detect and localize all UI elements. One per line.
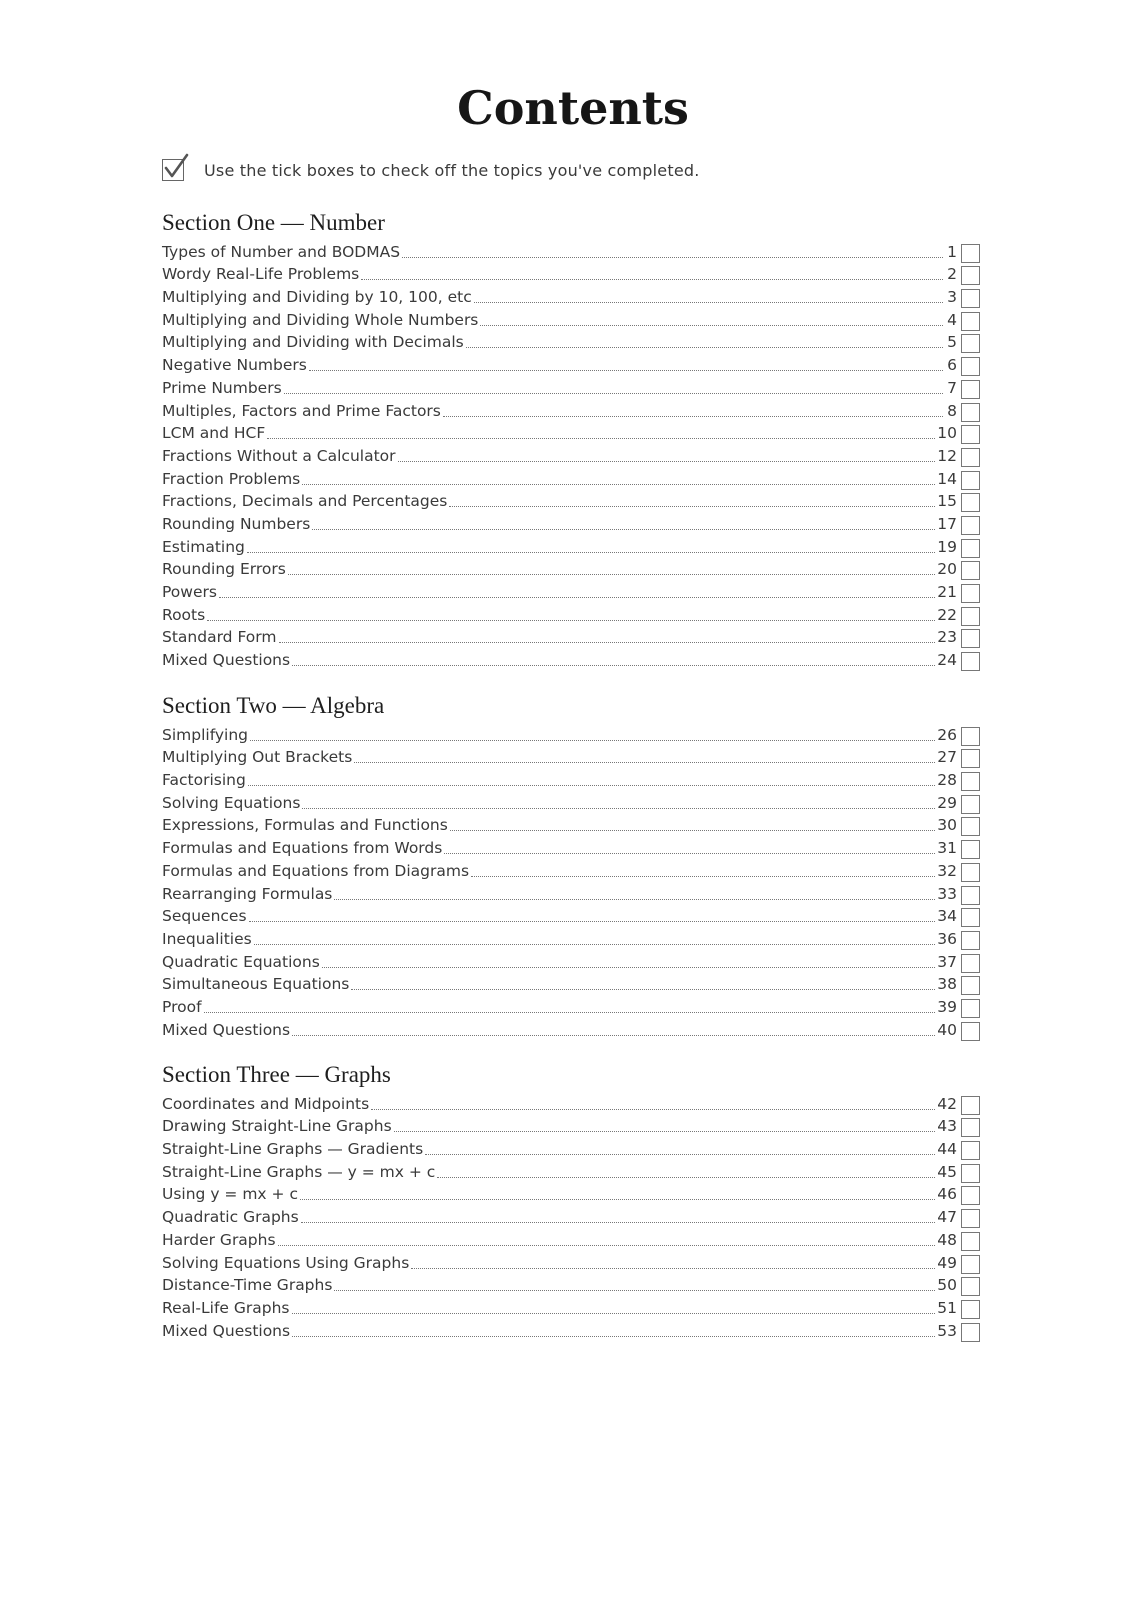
- toc-entry: [162, 443, 980, 466]
- topic-title: Simplifying: [162, 725, 249, 744]
- page-number: 42: [937, 1094, 957, 1113]
- dot-leader: [207, 620, 935, 621]
- topic-title: Multiplying Out Brackets: [162, 748, 353, 767]
- dot-leader: [361, 279, 943, 280]
- page-number: 46: [937, 1185, 957, 1204]
- dot-leader: [267, 438, 935, 439]
- tick-box[interactable]: [961, 652, 980, 671]
- toc-entry: [162, 745, 980, 768]
- tick-box[interactable]: [961, 1118, 980, 1137]
- topic-title: Quadratic Graphs: [162, 1208, 299, 1227]
- page-number: 49: [937, 1253, 957, 1272]
- section-graphs: [162, 1059, 980, 1341]
- page-number: 12: [937, 446, 957, 465]
- toc-entry: [162, 1182, 980, 1205]
- toc-entry: [162, 767, 980, 790]
- toc-entry: [162, 466, 980, 489]
- page-number: 21: [937, 583, 957, 601]
- page-number: 24: [937, 651, 957, 670]
- tick-box[interactable]: [961, 931, 980, 950]
- toc-entry: [162, 722, 980, 745]
- page-number: 7: [947, 378, 957, 397]
- page-number: 38: [937, 975, 957, 994]
- tick-icon: [162, 159, 184, 181]
- topic-title: Multiplying and Dividing Whole Numbers: [162, 310, 479, 329]
- topic-title: Fractions, Decimals and Percentages: [162, 492, 448, 511]
- tick-box[interactable]: [961, 749, 980, 768]
- page-number: 50: [937, 1276, 957, 1295]
- tick-box[interactable]: [961, 607, 980, 626]
- tick-box[interactable]: [961, 266, 980, 285]
- dot-leader: [322, 967, 935, 968]
- tick-box[interactable]: [961, 1164, 980, 1183]
- tick-box[interactable]: [961, 312, 980, 331]
- topic-title: Rearranging Formulas: [162, 884, 333, 903]
- topic-title: Straight-Line Graphs — y = mx + c: [162, 1162, 436, 1181]
- topic-title: Mixed Questions: [162, 651, 291, 670]
- dot-leader: [292, 1035, 935, 1036]
- toc-entry: [162, 330, 980, 353]
- dot-leader: [278, 1245, 936, 1246]
- topic-title: Mixed Questions: [162, 1321, 291, 1340]
- dot-leader: [351, 989, 935, 990]
- tick-box[interactable]: [961, 493, 980, 512]
- dot-leader: [450, 830, 935, 831]
- dot-leader: [219, 597, 935, 598]
- topic-title: Powers: [162, 583, 217, 601]
- toc-entry: [162, 239, 980, 262]
- toc-entry: [162, 994, 980, 1017]
- page-number: 17: [937, 514, 957, 533]
- toc-entry: [162, 1204, 980, 1227]
- toc-entry: [162, 625, 980, 648]
- page-number: 1: [947, 242, 957, 261]
- topic-title: Expressions, Formulas and Functions: [162, 816, 448, 835]
- topic-title: Mixed Questions: [162, 1020, 291, 1039]
- dot-leader: [471, 876, 935, 877]
- dot-leader: [474, 302, 943, 303]
- toc-entry: [162, 602, 980, 625]
- toc-entry: [162, 881, 980, 904]
- toc-entry: [162, 1295, 980, 1318]
- topic-title: Multiplying and Dividing with Decimals: [162, 333, 464, 352]
- topic-title: Inequalities: [162, 929, 252, 948]
- toc-entry: [162, 926, 980, 949]
- toc-entry: [162, 858, 980, 881]
- tick-box[interactable]: [961, 795, 980, 814]
- toc-entry: [162, 511, 980, 534]
- tick-box[interactable]: [961, 380, 980, 399]
- toc-entry: [162, 949, 980, 972]
- dot-leader: [334, 899, 935, 900]
- toc-entry: [162, 790, 980, 813]
- toc-entry: [162, 375, 980, 398]
- tick-box[interactable]: [961, 976, 980, 995]
- dot-leader: [288, 574, 935, 575]
- toc-entry: [162, 1318, 980, 1341]
- page-number: 4: [947, 310, 957, 329]
- page-number: 45: [937, 1162, 957, 1181]
- section-algebra: [162, 690, 980, 1040]
- dot-leader: [302, 484, 935, 485]
- tick-box[interactable]: [961, 772, 980, 791]
- page-number: 32: [937, 861, 957, 880]
- toc-entry: [162, 813, 980, 836]
- topic-title: Fractions Without a Calculator: [162, 446, 396, 465]
- page-number: 8: [947, 401, 957, 420]
- dot-leader: [312, 529, 935, 530]
- dot-leader: [411, 1268, 935, 1269]
- dot-leader: [398, 461, 936, 462]
- section-number: [162, 207, 980, 670]
- tick-box[interactable]: [961, 1209, 980, 1228]
- topic-title: Simultaneous Equations: [162, 975, 350, 994]
- toc-entry: [162, 1273, 980, 1296]
- page-number: 27: [937, 748, 957, 767]
- dot-leader: [437, 1177, 935, 1178]
- page-number: 43: [937, 1117, 957, 1136]
- page-number: 37: [937, 952, 957, 971]
- tick-box[interactable]: [961, 539, 980, 558]
- page-number: 40: [937, 1020, 957, 1039]
- topic-title: Using y = mx + c: [162, 1185, 298, 1204]
- dot-leader: [371, 1109, 935, 1110]
- topic-title: Solving Equations Using Graphs: [162, 1253, 410, 1272]
- intro-note: [162, 155, 700, 185]
- page-number: 51: [937, 1298, 957, 1317]
- topic-title: Estimating: [162, 537, 245, 556]
- topic-title: Harder Graphs: [162, 1230, 276, 1249]
- page-number: 30: [937, 816, 957, 835]
- page-number: 2: [947, 265, 957, 284]
- tick-box[interactable]: [961, 561, 980, 580]
- tick-box[interactable]: [961, 1300, 980, 1319]
- tick-box[interactable]: [961, 1096, 980, 1115]
- dot-leader: [292, 1313, 936, 1314]
- toc-entry: [162, 972, 980, 995]
- dot-leader: [449, 506, 935, 507]
- topic-title: Proof: [162, 997, 202, 1016]
- toc-entry: [162, 647, 980, 670]
- topic-title: Standard Form: [162, 628, 277, 647]
- dot-leader: [279, 642, 936, 643]
- page-number: 22: [937, 605, 957, 624]
- intro-text: Use the tick boxes to check off the topics you've completed.: [204, 160, 700, 180]
- toc-entry: [162, 489, 980, 512]
- dot-leader: [302, 808, 935, 809]
- tick-box[interactable]: [961, 403, 980, 422]
- topic-title: Quadratic Equations: [162, 952, 320, 971]
- dot-leader: [250, 740, 935, 741]
- page-number: 15: [937, 492, 957, 511]
- dot-leader: [309, 370, 943, 371]
- tick-box[interactable]: [961, 584, 980, 603]
- section-heading: Section One — Number: [162, 210, 385, 235]
- toc-entry: [162, 262, 980, 285]
- topic-title: Roots: [162, 605, 206, 624]
- dot-leader: [292, 1336, 935, 1337]
- topic-list: [162, 239, 980, 670]
- tick-box[interactable]: [961, 289, 980, 308]
- toc-entry: [162, 835, 980, 858]
- tick-box[interactable]: [961, 244, 980, 263]
- page-number: 14: [937, 469, 957, 488]
- page-number: 53: [937, 1321, 957, 1340]
- topic-title: Multiplying and Dividing by 10, 100, etc: [162, 288, 472, 307]
- page-number: 26: [937, 725, 957, 744]
- tick-box[interactable]: [961, 516, 980, 535]
- dot-leader: [204, 1012, 936, 1013]
- tick-box[interactable]: [961, 908, 980, 927]
- tick-box[interactable]: [961, 334, 980, 353]
- page-number: 36: [937, 929, 957, 948]
- tick-box[interactable]: [961, 954, 980, 973]
- toc-entry: [162, 1017, 980, 1040]
- tick-box[interactable]: [961, 863, 980, 882]
- topic-title: Real-Life Graphs: [162, 1298, 290, 1317]
- toc-entry: [162, 557, 980, 580]
- toc-entry: [162, 1227, 980, 1250]
- toc-entry: [162, 421, 980, 444]
- topic-title: Straight-Line Graphs — Gradients: [162, 1140, 424, 1159]
- toc-entry: [162, 904, 980, 927]
- tick-box[interactable]: [961, 817, 980, 836]
- dot-leader: [292, 665, 935, 666]
- page-number: 19: [937, 537, 957, 556]
- toc-entry: [162, 1136, 980, 1159]
- toc-entry: [162, 352, 980, 375]
- tick-box[interactable]: [961, 448, 980, 467]
- tick-box[interactable]: [961, 886, 980, 905]
- topic-title: Formulas and Equations from Words: [162, 839, 443, 858]
- tick-box[interactable]: [961, 840, 980, 859]
- topic-title: Factorising: [162, 771, 246, 790]
- topic-title: Wordy Real-Life Problems: [162, 265, 360, 284]
- tick-box[interactable]: [961, 357, 980, 376]
- topic-title: Types of Number and BODMAS: [162, 242, 401, 261]
- dot-leader: [443, 416, 943, 417]
- toc-entry: [162, 398, 980, 421]
- topic-title: Sequences: [162, 907, 247, 926]
- topic-title: Rounding Errors: [162, 560, 286, 579]
- tick-box[interactable]: [961, 1232, 980, 1251]
- dot-leader: [284, 393, 943, 394]
- section-heading: Section Two — Algebra: [162, 693, 385, 718]
- page-number: 28: [937, 771, 957, 790]
- tick-box[interactable]: [961, 1186, 980, 1205]
- dot-leader: [480, 325, 943, 326]
- toc-entry: [162, 284, 980, 307]
- dot-leader: [425, 1154, 935, 1155]
- page-number: 29: [937, 793, 957, 812]
- topic-title: Coordinates and Midpoints: [162, 1094, 370, 1113]
- dot-leader: [248, 785, 935, 786]
- tick-box[interactable]: [961, 1255, 980, 1274]
- toc-entry: [162, 307, 980, 330]
- topic-title: Solving Equations: [162, 793, 301, 812]
- page-number: 20: [937, 560, 957, 579]
- topic-title: LCM and HCF: [162, 424, 266, 443]
- tick-box[interactable]: [961, 425, 980, 444]
- toc-entry: [162, 1091, 980, 1114]
- dot-leader: [402, 257, 943, 258]
- dot-leader: [249, 921, 936, 922]
- toc-entry: [162, 579, 980, 602]
- topic-title: Negative Numbers: [162, 356, 307, 375]
- dot-leader: [444, 853, 935, 854]
- page-number: 47: [937, 1208, 957, 1227]
- dot-leader: [301, 1222, 936, 1223]
- tick-box[interactable]: [961, 727, 980, 746]
- tick-box[interactable]: [961, 1141, 980, 1160]
- page-number: 44: [937, 1140, 957, 1159]
- page-number: 31: [937, 839, 957, 858]
- dot-leader: [300, 1199, 935, 1200]
- topic-list: [162, 722, 980, 1040]
- topic-title: Distance-Time Graphs: [162, 1276, 333, 1295]
- dot-leader: [334, 1290, 935, 1291]
- page-number: 6: [947, 356, 957, 375]
- page-number: 34: [937, 907, 957, 926]
- section-heading: Section Three — Graphs: [162, 1062, 391, 1087]
- dot-leader: [466, 347, 943, 348]
- dot-leader: [354, 762, 935, 763]
- tick-box[interactable]: [961, 629, 980, 648]
- page-number: 10: [937, 424, 957, 443]
- tick-box[interactable]: [961, 471, 980, 490]
- page-number: 33: [937, 884, 957, 903]
- topic-title: Rounding Numbers: [162, 514, 311, 533]
- page-number: 39: [937, 997, 957, 1016]
- page-title: Contents: [457, 81, 689, 135]
- toc-entry: [162, 1159, 980, 1182]
- page-number: 23: [937, 628, 957, 647]
- toc-entry: [162, 1250, 980, 1273]
- topic-title: Multiples, Factors and Prime Factors: [162, 401, 441, 420]
- tick-box[interactable]: [961, 999, 980, 1018]
- dot-leader: [394, 1131, 936, 1132]
- tick-box[interactable]: [961, 1323, 980, 1342]
- topic-title: Prime Numbers: [162, 378, 282, 397]
- toc-entry: [162, 1114, 980, 1137]
- topic-title: Drawing Straight-Line Graphs: [162, 1117, 392, 1136]
- tick-box[interactable]: [961, 1022, 980, 1041]
- topic-title: Formulas and Equations from Diagrams: [162, 861, 470, 880]
- topic-title: Fraction Problems: [162, 469, 301, 488]
- page-number: 5: [947, 333, 957, 352]
- tick-box[interactable]: [961, 1277, 980, 1296]
- page-number: 3: [947, 288, 957, 307]
- page-number: 48: [937, 1230, 957, 1249]
- toc-entry: [162, 534, 980, 557]
- topic-list: [162, 1091, 980, 1341]
- dot-leader: [247, 552, 935, 553]
- dot-leader: [254, 944, 936, 945]
